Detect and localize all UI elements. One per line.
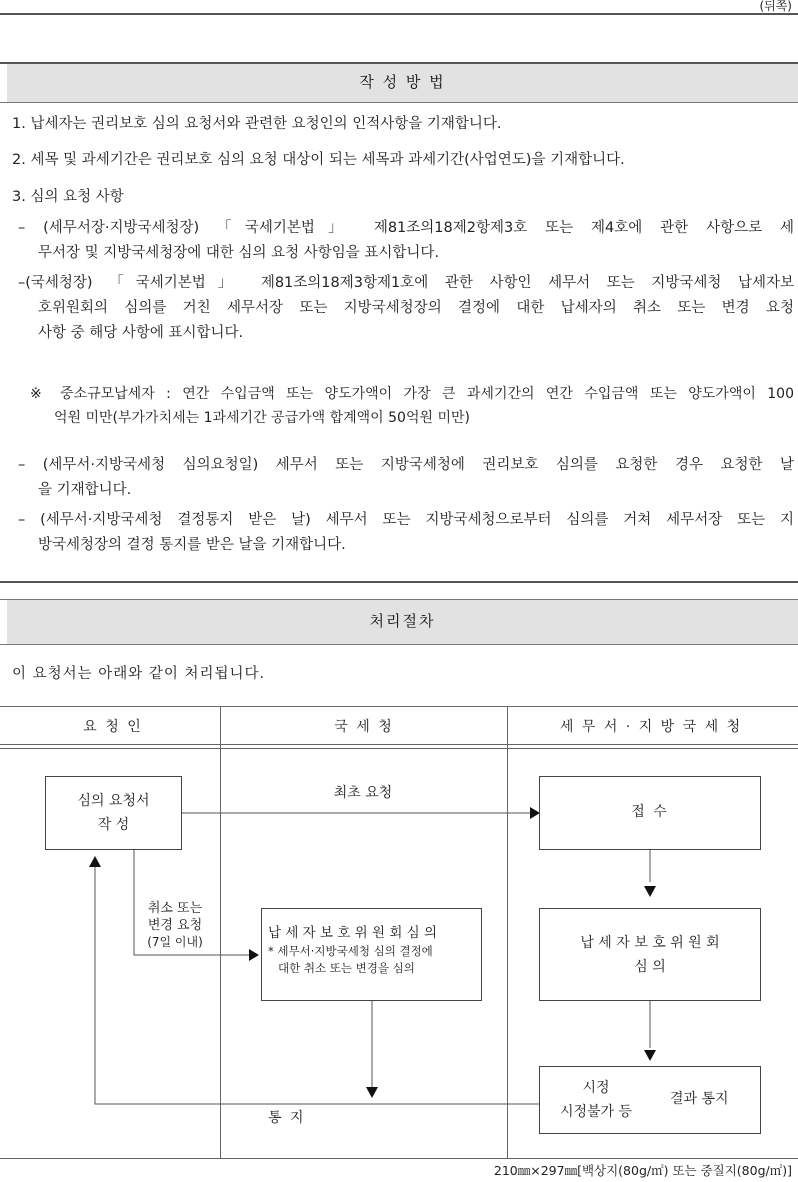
receipt-box: 접 수 bbox=[539, 776, 761, 850]
result-option-correct: 시정 bbox=[582, 1080, 610, 1096]
request-form-line-2: 작 성 bbox=[97, 817, 130, 833]
request-form-line-1: 심의 요청서 bbox=[77, 793, 150, 809]
nts-committee-note-1: * 세무서·지방국세청 심의 결정에 bbox=[268, 944, 433, 958]
arrow-right-icon bbox=[249, 949, 259, 961]
bullet-4-line-2: 방국세청장의 결정 통지를 받은 날을 기재합니다. bbox=[38, 537, 346, 553]
instruction-item-1: 1. 납세자는 권리보호 심의 요청서와 관련한 요청인의 인적사항을 기재합니다. bbox=[12, 116, 502, 132]
nts-committee-note-2: 대한 취소 또는 변경을 심의 bbox=[278, 961, 415, 975]
bullet-1-line-1: – (세무서장·지방국세청장) 「국세기본법」 제81조의18제2항제3호 또는 제4호에 관한 사항으로 세 bbox=[18, 220, 794, 236]
process-intro: 이 요청서는 아래와 같이 처리됩니다. bbox=[12, 666, 266, 682]
regional-committee-line-2: 심 의 bbox=[634, 959, 666, 975]
bullet-2-line-2: 호위원회의 심의를 거친 세무서장 또는 지방국세청장의 결정에 대한 납세자의 취소 또는 변경 요청 bbox=[38, 300, 794, 316]
cancel-label-line-2: 변경 요청 bbox=[147, 918, 203, 933]
bullet-3-line-1: – (세무서·지방국세청 심의요청일) 세무서 또는 지방국세청에 권리보호 심의를 요청한 경우 요청한 날 bbox=[18, 457, 794, 473]
result-notice-box bbox=[539, 1066, 761, 1134]
instruction-item-3: 3. 심의 요청 사항 bbox=[12, 189, 124, 205]
paper-spec-footer: 210㎜×297㎜[백상지(80g/㎡) 또는 중질지(80g/㎡)] bbox=[493, 1163, 792, 1178]
initial-request-label: 최초 요청 bbox=[333, 785, 393, 801]
bullet-1-line-2: 무서장 및 지방국세청장에 대한 심의 요청 사항임을 표시합니다. bbox=[38, 245, 440, 261]
nts-committee-box bbox=[261, 908, 482, 1001]
arrow-down-icon bbox=[644, 886, 656, 897]
column-header-regional: 세 무 서 · 지 방 국 세 청 bbox=[559, 719, 743, 735]
instructions-title: 작 성 방 법 bbox=[7, 64, 798, 102]
cancel-label-line-1: 취소 또는 bbox=[147, 901, 203, 916]
page-side-label: (뒤쪽) bbox=[759, 0, 792, 13]
column-header-nts: 국 세 청 bbox=[334, 719, 394, 735]
note-line-1: ※ 중소규모납세자 : 연간 수입금액 또는 양도가액이 가장 큰 과세기간의 연간 수입금액 또는 양도가액이 100 bbox=[30, 386, 794, 402]
result-option-not-possible: 시정불가 등 bbox=[559, 1104, 633, 1120]
cancel-label-line-3: (7일 이내) bbox=[147, 935, 203, 949]
bullet-4-line-1: – (세무서·지방국세청 결정통지 받은 날) 세무서 또는 지방국세청으로부터 심의를 거쳐 세무서장 또는 지 bbox=[18, 512, 794, 528]
arrow-down-icon bbox=[644, 1050, 656, 1061]
bullet-2-line-1: –(국세청장) 「국세기본법」 제81조의18제3항제1호에 관한 사항인 세무서 또는 지방국세청 납세자보 bbox=[18, 275, 794, 291]
bullet-3-line-2: 을 기재합니다. bbox=[38, 482, 132, 498]
result-notice-label: 결과 통지 bbox=[670, 1091, 729, 1107]
instruction-item-2: 2. 세목 및 과세기간은 권리보호 심의 요청 대상이 되는 세목과 과세기간(사업연도)을 기재합니다. bbox=[12, 152, 625, 168]
arrow-down-icon bbox=[366, 1087, 378, 1098]
arrow-up-icon bbox=[89, 856, 101, 867]
bullet-2-line-3: 사항 중 해당 사항에 표시합니다. bbox=[38, 325, 244, 341]
result-options bbox=[542, 1076, 650, 1124]
nts-committee-title: 납 세 자 보 호 위 원 회 심 의 bbox=[268, 925, 438, 941]
regional-committee-box bbox=[539, 908, 761, 1001]
column-header-requester: 요 청 인 bbox=[83, 719, 143, 735]
request-form-box bbox=[45, 776, 182, 850]
regional-committee-line-1: 납 세 자 보 호 위 원 회 bbox=[580, 935, 720, 951]
process-title: 처리절차 bbox=[7, 600, 798, 644]
cancel-change-request-label bbox=[130, 900, 220, 951]
note-line-2: 억원 미만(부가가치세는 1과세기간 공급가액 합계액이 50억원 미만) bbox=[54, 410, 470, 426]
notice-label: 통 지 bbox=[268, 1110, 306, 1126]
